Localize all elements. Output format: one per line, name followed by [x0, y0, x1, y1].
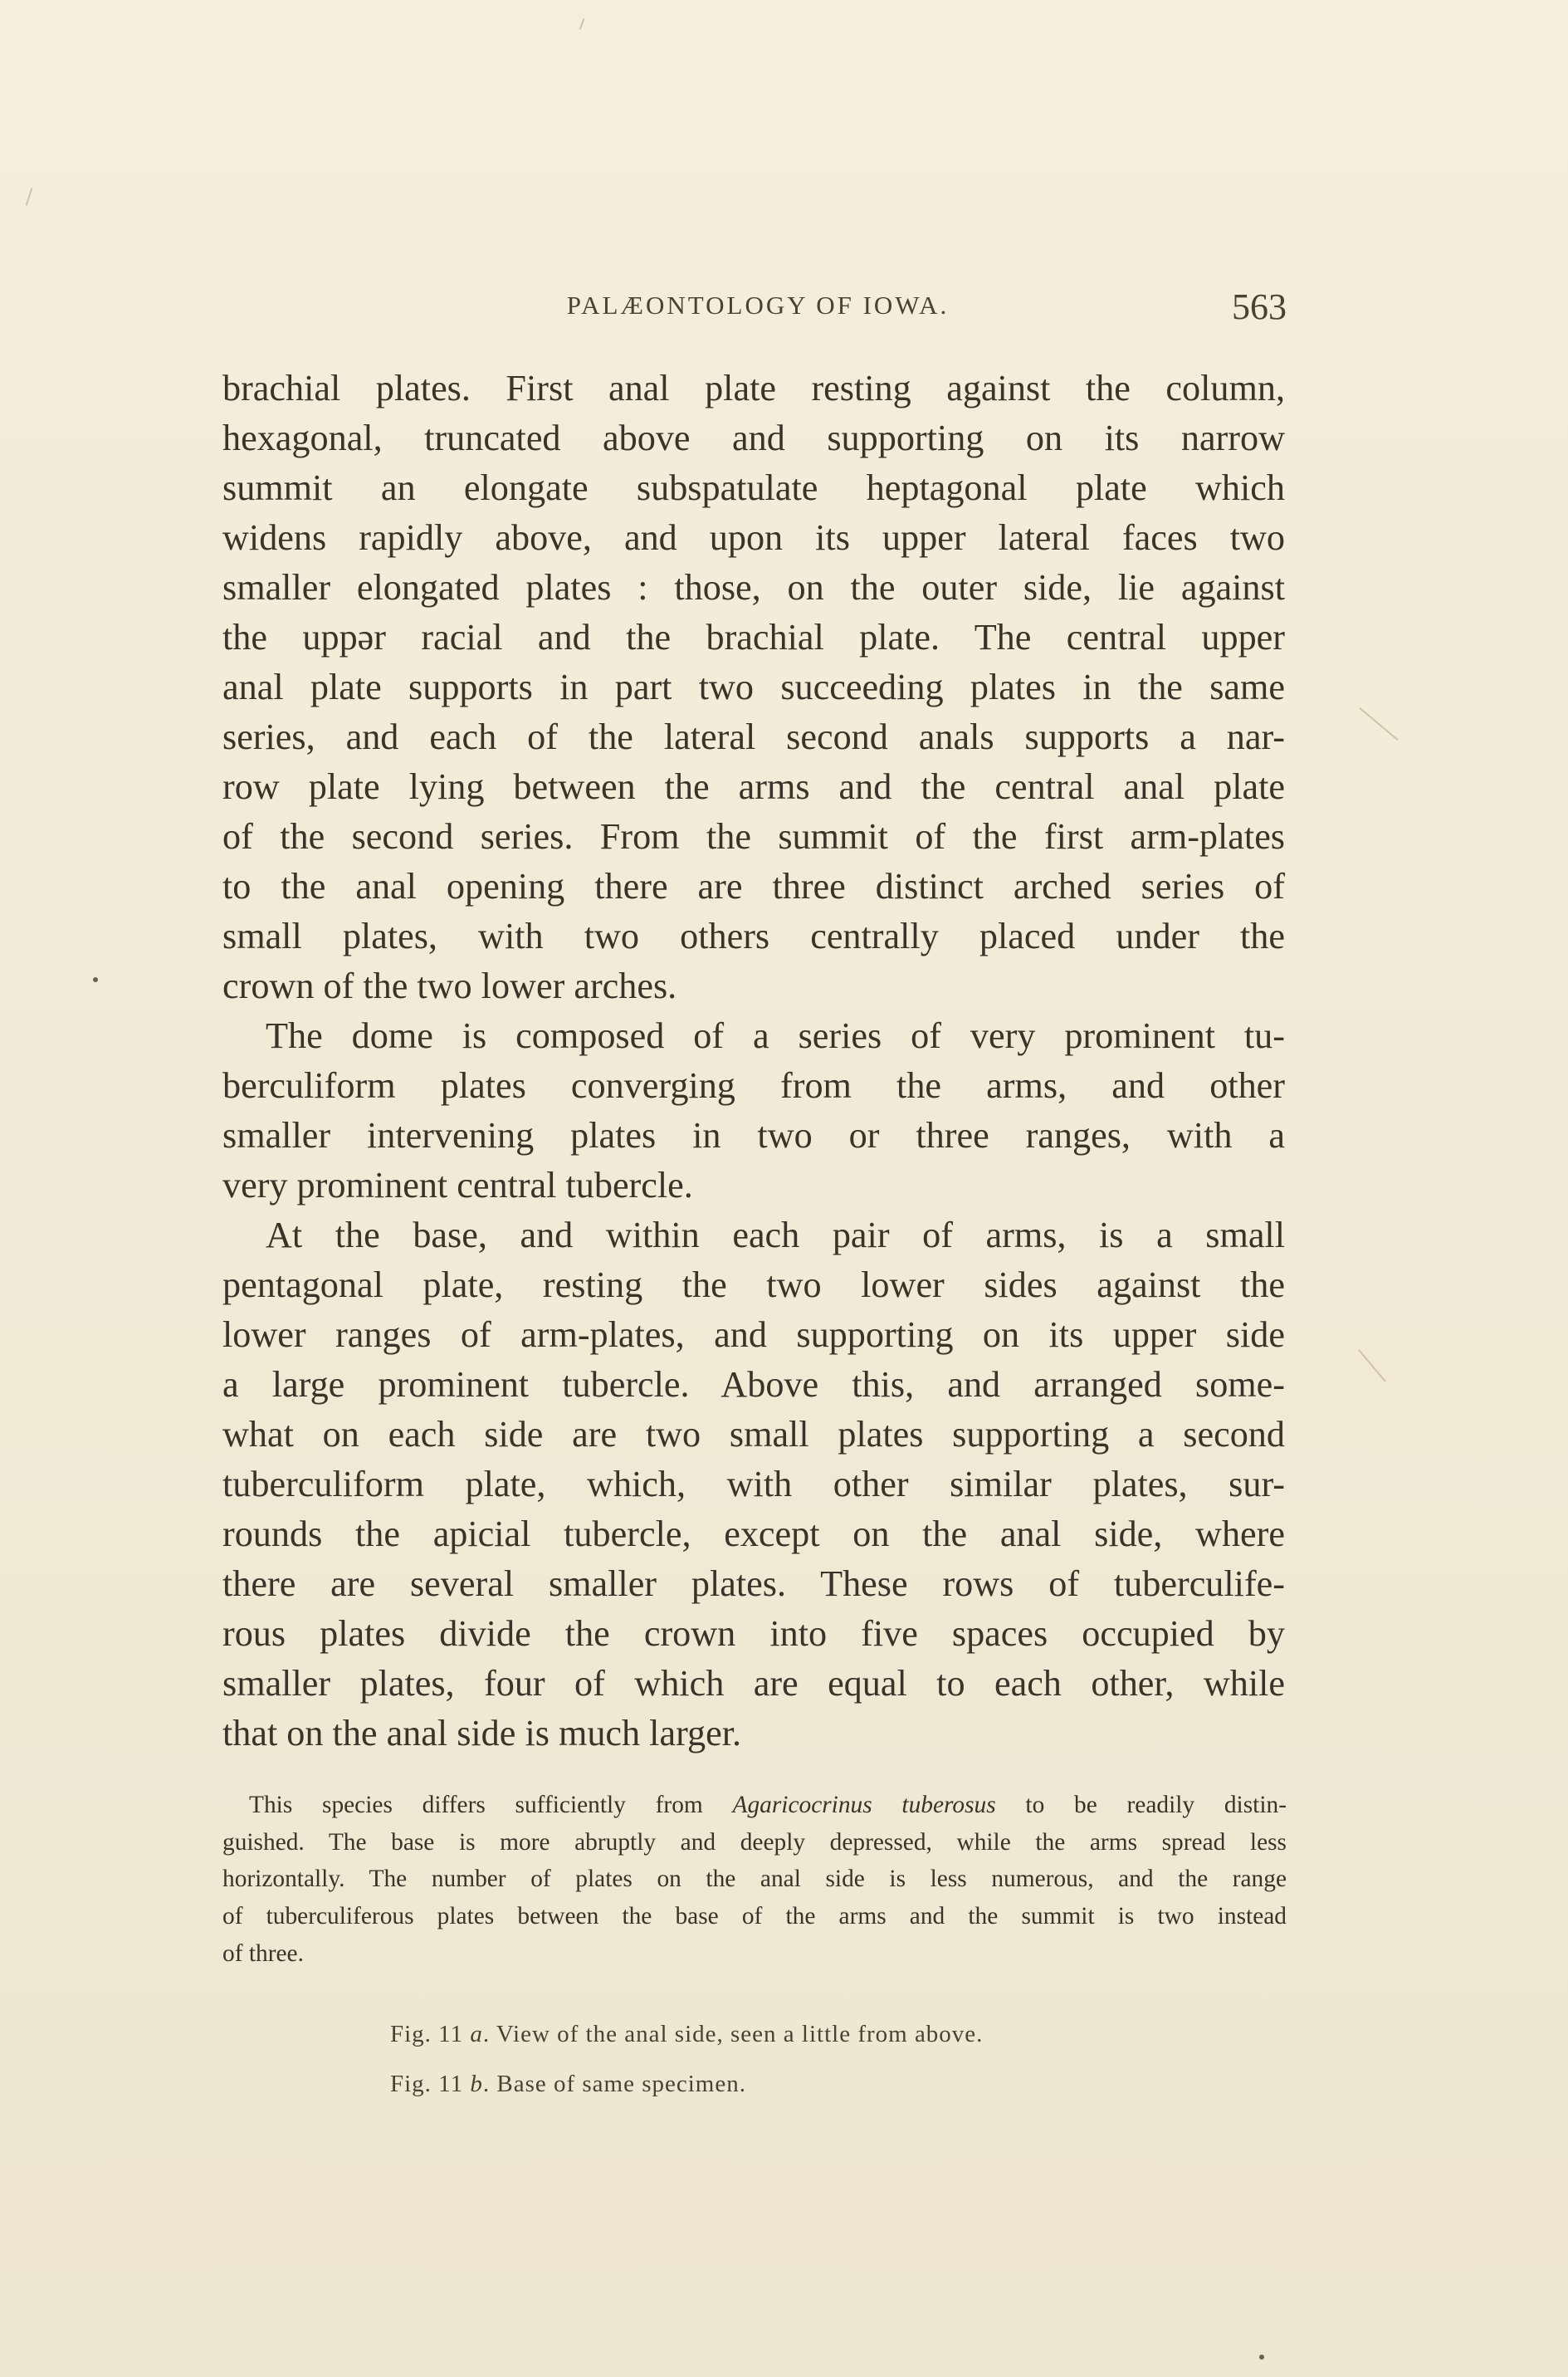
body-line: smaller plates, four of which are equal to each other, while	[222, 1663, 1285, 1704]
body-line: berculiform plates converging from the arms, and other	[222, 1065, 1285, 1106]
body-line: summit an elongate subspatulate heptagonal plate which	[222, 467, 1285, 508]
body-line: anal plate supports in part two succeeding plates in the same	[222, 667, 1285, 707]
page-number: 563	[1232, 286, 1287, 327]
body-line: the uppər racial and the brachial plate. The central upper	[222, 617, 1285, 658]
margin-scratch	[1358, 1349, 1386, 1382]
body-line: The dome is composed of a series of very prominent tu-	[266, 1015, 1285, 1056]
figure-caption	[390, 2009, 1137, 2059]
body-line: At the base, and within each pair of arms, is a small	[266, 1215, 1285, 1255]
body-text	[222, 364, 1285, 1758]
body-line: small plates, with two others centrally placed under the	[222, 916, 1285, 956]
body-line: a large prominent tubercle. Above this, and arranged some-	[222, 1364, 1285, 1405]
fig-text: . View of the anal side, seen a little from above.	[482, 2021, 984, 2047]
figure-caption	[390, 2059, 1137, 2109]
body-line: that on the anal side is much larger.	[222, 1713, 742, 1753]
margin-scratch	[1359, 707, 1398, 741]
note-line: guished. The base is more abruptly and deeply depressed, while the arms spread less	[222, 1828, 1287, 1856]
note-line	[222, 1787, 1287, 1824]
figure-captions	[390, 2009, 1137, 2109]
running-title: PALÆONTOLOGY OF IOWA.	[566, 291, 950, 320]
note-line: horizontally. The number of plates on the anal side is less numerous, and the range	[222, 1866, 1287, 1893]
body-line: of the second series. From the summit of the first arm-plates	[222, 816, 1285, 857]
body-line: series, and each of the lateral second anals supports a nar-	[222, 717, 1285, 757]
body-line: lower ranges of arm-plates, and supporting on its upper side	[222, 1314, 1285, 1355]
body-line: tuberculiform plate, which, with other similar plates, sur-	[222, 1464, 1285, 1504]
margin-scratch	[26, 188, 33, 206]
body-line: rounds the apicial tubercle, except on the anal side, where	[222, 1514, 1285, 1554]
body-line: hexagonal, truncated above and supporting on its narrow	[222, 418, 1285, 458]
fig-letter: b	[470, 2071, 483, 2097]
fig-label: Fig. 11	[390, 2071, 471, 2097]
body-line: widens rapidly above, and upon its upper lateral faces two	[222, 517, 1285, 558]
body-line: row plate lying between the arms and the central anal plate	[222, 766, 1285, 807]
note-line: of tuberculiferous plates between the base of the arms and the summit is two instead	[222, 1903, 1287, 1930]
body-line: very prominent central tubercle.	[222, 1165, 693, 1206]
ink-speck	[93, 977, 98, 982]
note-text: This species differs sufficiently from	[249, 1792, 733, 1818]
body-line: smaller intervening plates in two or three ranges, with a	[222, 1115, 1285, 1156]
body-line: pentagonal plate, resting the two lower sides against the	[222, 1264, 1285, 1305]
margin-scratch	[579, 18, 585, 30]
fig-label: Fig. 11	[390, 2021, 471, 2047]
body-line: to the anal opening there are three distinct arched series of	[222, 866, 1285, 907]
species-name: Agaricocrinus tuberosus	[732, 1792, 996, 1818]
body-line: there are several smaller plates. These rows of tuberculife-	[222, 1563, 1285, 1604]
ink-speck	[1259, 2355, 1264, 2360]
body-line: rous plates divide the crown into five spaces occupied by	[222, 1613, 1285, 1654]
page-header	[222, 286, 1293, 327]
fig-text: . Base of same specimen.	[482, 2071, 746, 2097]
body-line: what on each side are two small plates supporting a second	[222, 1414, 1285, 1455]
species-note	[222, 1787, 1287, 1973]
body-line: smaller elongated plates : those, on the outer side, lie against	[222, 567, 1285, 608]
body-line: brachial plates. First anal plate resting against the column,	[222, 368, 1285, 408]
body-line: crown of the two lower arches.	[222, 966, 677, 1006]
note-line: of three.	[222, 1939, 304, 1967]
fig-letter: a	[470, 2021, 483, 2047]
note-text: to be readily distin-	[995, 1792, 1287, 1818]
